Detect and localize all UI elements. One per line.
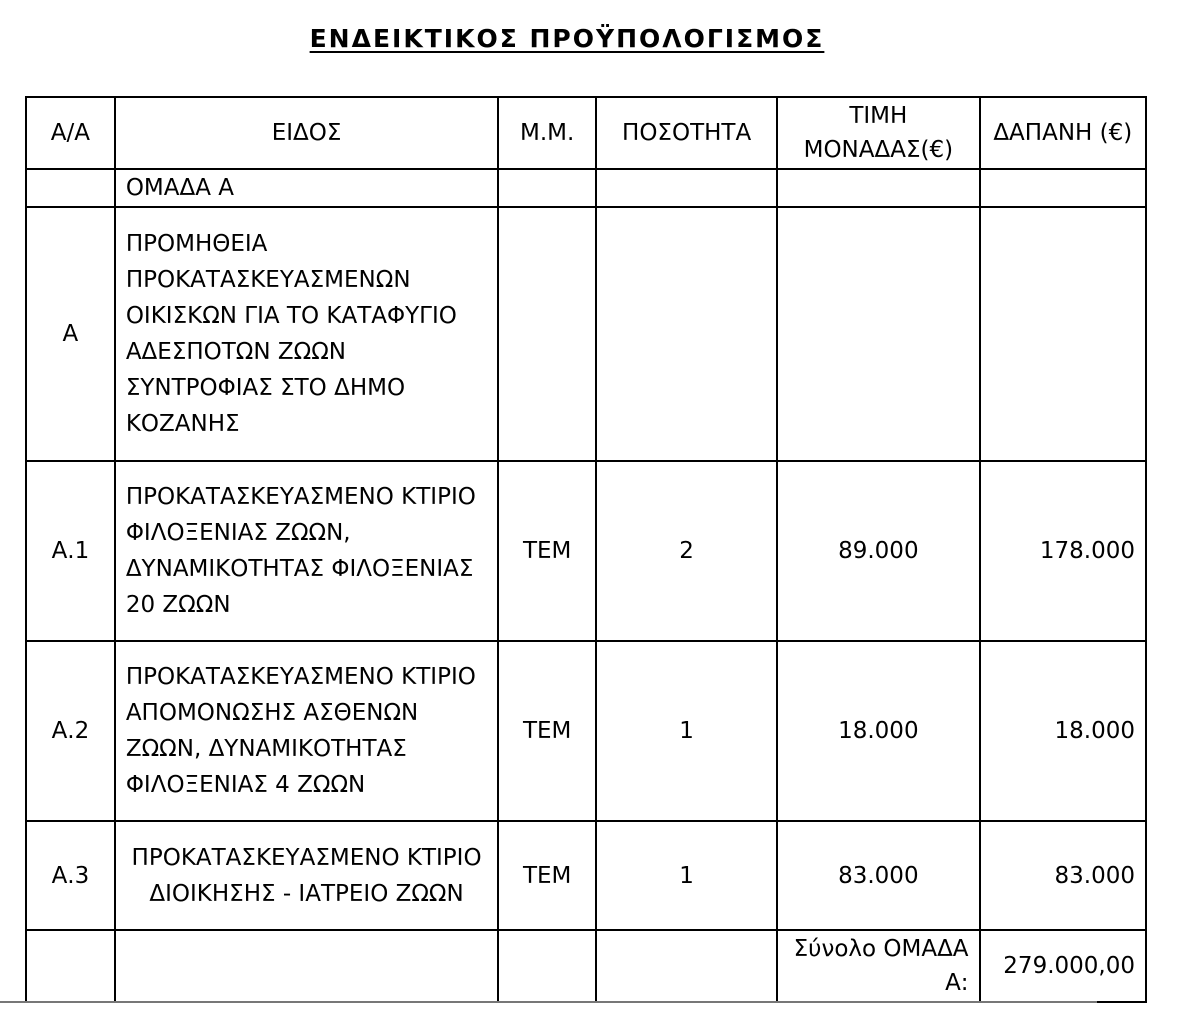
row-mm: ΤΕΜ [498, 461, 596, 641]
row-aa: Α.1 [26, 461, 115, 641]
row-unit-price [777, 207, 979, 461]
total-qty-cell [596, 930, 777, 1002]
total-mm-cell [498, 930, 596, 1002]
table-row [26, 461, 1146, 641]
group-label: ΟΜΑΔΑ Α [115, 169, 498, 207]
header-eidos: ΕΙΔΟΣ [115, 97, 498, 169]
header-quantity: ΠΟΣΟΤΗΤΑ [596, 97, 777, 169]
row-mm: ΤΕΜ [498, 641, 596, 821]
document-title: ΕΝΔΕΙΚΤΙΚΟΣ ΠΡΟΫΠΟΛΟΓΙΣΜΟΣ [309, 24, 825, 53]
total-aa-cell [26, 930, 115, 1002]
row-cost [980, 207, 1146, 461]
header-unit-price: ΤΙΜΗ ΜΟΝΑΔΑΣ(€) [777, 97, 979, 169]
row-eidos: ΠΡΟΜΗΘΕΙΑ ΠΡΟΚΑΤΑΣΚΕΥΑΣΜΕΝΩΝ ΟΙΚΙΣΚΩΝ ΓΙΑ ΤΟ ΚΑΤΑΦΥΓΙΟ ΑΔΕΣΠΟΤΩΝ ΖΩΩΝ ΣΥΝΤΡΟΦΙΑΣ ΣΤΟ ΔΗΜΟ ΚΟΖΑΝΗΣ [115, 207, 498, 461]
row-aa: Α.2 [26, 641, 115, 821]
budget-table [25, 96, 1147, 1003]
row-cost: 178.000 [980, 461, 1146, 641]
group-qty-cell [596, 169, 777, 207]
row-quantity: 2 [596, 461, 777, 641]
header-mm: Μ.Μ. [498, 97, 596, 169]
row-cost: 18.000 [980, 641, 1146, 821]
header-aa: Α/Α [26, 97, 115, 169]
table-row [26, 207, 1146, 461]
group-mm-cell [498, 169, 596, 207]
row-unit-price: 18.000 [777, 641, 979, 821]
row-mm: ΤΕΜ [498, 821, 596, 930]
total-row [26, 930, 1146, 1002]
row-quantity [596, 207, 777, 461]
page-divider [0, 1001, 1097, 1003]
header-cost: ΔΑΠΑΝΗ (€) [980, 97, 1146, 169]
row-eidos: ΠΡΟΚΑΤΑΣΚΕΥΑΣΜΕΝΟ ΚΤΙΡΙΟ ΦΙΛΟΞΕΝΙΑΣ ΖΩΩΝ, ΔΥΝΑΜΙΚΟΤΗΤΑΣ ΦΙΛΟΞΕΝΙΑΣ 20 ΖΩΩΝ [115, 461, 498, 641]
table-row [26, 821, 1146, 930]
row-quantity: 1 [596, 641, 777, 821]
row-unit-price: 83.000 [777, 821, 979, 930]
group-row [26, 169, 1146, 207]
row-unit-price: 89.000 [777, 461, 979, 641]
total-eidos-cell [115, 930, 498, 1002]
group-aa-cell [26, 169, 115, 207]
row-mm [498, 207, 596, 461]
row-quantity: 1 [596, 821, 777, 930]
row-aa: Α.3 [26, 821, 115, 930]
row-eidos: ΠΡΟΚΑΤΑΣΚΕΥΑΣΜΕΝΟ ΚΤΙΡΙΟ ΑΠΟΜΟΝΩΣΗΣ ΑΣΘΕΝΩΝ ΖΩΩΝ, ΔΥΝΑΜΙΚΟΤΗΤΑΣ ΦΙΛΟΞΕΝΙΑΣ 4 ΖΩΩΝ [115, 641, 498, 821]
group-cost-cell [980, 169, 1146, 207]
table-header-row [26, 97, 1146, 169]
total-label: Σύνολο ΟΜΑΔΑ Α: [777, 930, 979, 1002]
total-value: 279.000,00 [980, 930, 1146, 1002]
row-aa: Α [26, 207, 115, 461]
row-cost: 83.000 [980, 821, 1146, 930]
group-price-cell [777, 169, 979, 207]
table-row [26, 641, 1146, 821]
row-eidos: ΠΡΟΚΑΤΑΣΚΕΥΑΣΜΕΝΟ ΚΤΙΡΙΟ ΔΙΟΙΚΗΣΗΣ - ΙΑΤΡΕΙΟ ΖΩΩΝ [115, 821, 498, 930]
